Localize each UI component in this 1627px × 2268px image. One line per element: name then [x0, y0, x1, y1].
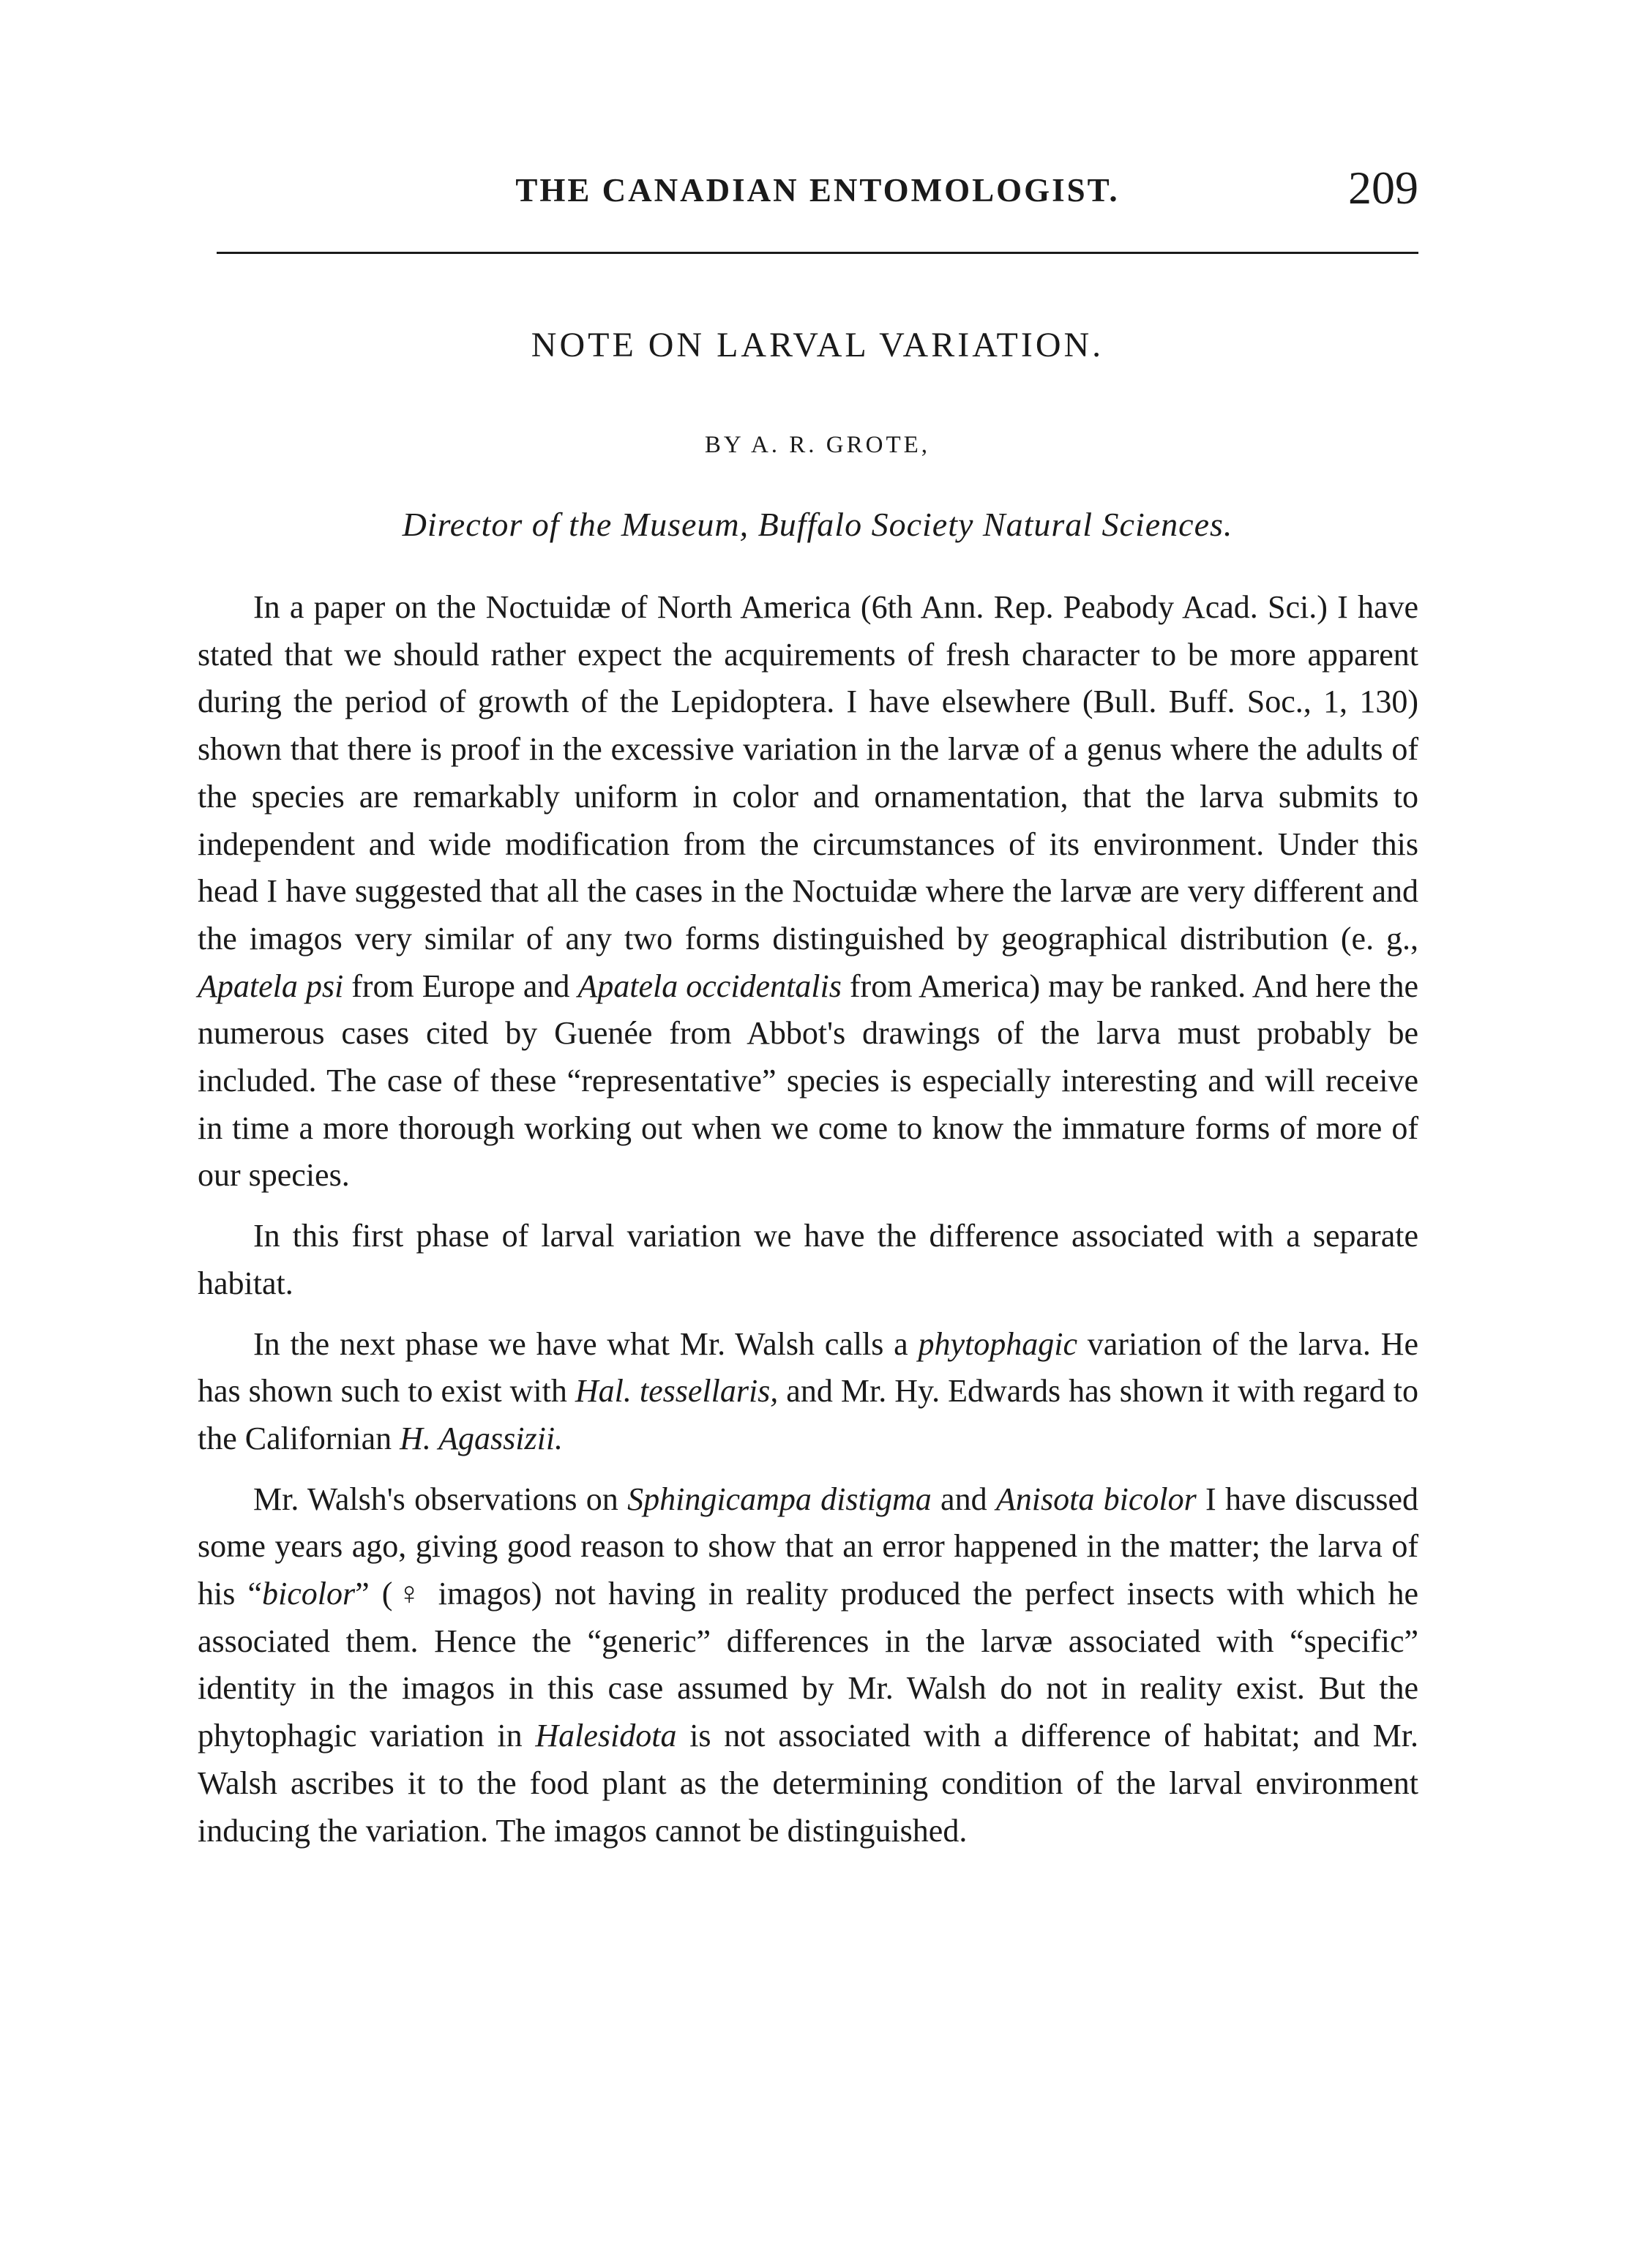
paragraph-1	[198, 584, 1418, 1200]
header-rule	[217, 252, 1418, 254]
author-affiliation: Director of the Museum, Buffalo Society Natural Sciences.	[402, 506, 1233, 543]
species-name: Apatela occidentalis	[577, 968, 842, 1004]
text-run: In this first phase of larval variation we have the difference associated with a separate habitat.	[198, 1218, 1418, 1301]
paragraph-3	[198, 1321, 1418, 1463]
text-run: Mr. Walsh's observations on	[253, 1481, 628, 1517]
page-number: 209	[1348, 162, 1418, 214]
article-body	[198, 584, 1418, 1855]
text-run: is not associated with a difference of habitat; and Mr. Walsh ascribes it to the food plant as the determining condition of the larval environment inducing the variation. The imagos cannot be distinguished.	[198, 1718, 1418, 1849]
article-title: NOTE ON LARVAL VARIATION.	[531, 326, 1104, 364]
running-head	[217, 162, 1418, 224]
species-name: Sphingicampa distigma	[627, 1481, 932, 1517]
text-run: I have discussed some years ago, giving good reason to show that an error happened in the matter; the larva of his “	[198, 1481, 1418, 1612]
text-run: In a paper on the Noctuidæ of North America (6th Ann. Rep. Peabody Acad. Sci.) I have stated that we should rather expect the acquirements of fresh character to be more apparent during the period of growth of the Lepidoptera. I have elsewhere (Bull. Buff. Soc., 1, 130) shown that there is proof in the excessive variation in the larvæ of a genus where the adults of the species are remarkably uniform in color and ornamentation, that the larva submits to independent and wide modification from the circumstances of its environment. Under this head I have suggested that all the cases in the Noctuidæ where the larvæ are very different and the imagos very similar of any two forms distinguished by geographical distribution (e. g.,	[198, 589, 1418, 957]
text-run: from America) may be ranked. And here the numerous cases cited by Guenée from Abbot's drawings of the larva must probably be included. The case of these “representative” species is especially interesting and will receive in time a more thorough working out when we come to know the immature forms of more of our species.	[198, 968, 1418, 1194]
text-run: and Mr. Hy. Edwards has shown it with regard to the Californian	[198, 1373, 1418, 1456]
text-run: and	[931, 1481, 996, 1517]
paragraph-4	[198, 1476, 1418, 1855]
species-name: Hal. tessellaris,	[575, 1373, 779, 1410]
text-run: ” (♀ imagos) not having in reality produced the perfect insects with which he associated them. Hence the “generic” differences in the larvæ associated with “specific” identity in the imagos in this case assumed by Mr. Walsh do not in reality exist. But the phytophagic variation in	[198, 1576, 1418, 1754]
species-name: Apatela psi	[198, 968, 344, 1004]
text-run: variation of the larva. He has shown such to exist with	[198, 1325, 1418, 1410]
species-name: Anisota bicolor	[995, 1481, 1197, 1517]
term-italic: phytophagic	[918, 1325, 1078, 1362]
article-byline: BY A. R. GROTE,	[704, 432, 931, 458]
running-title: THE CANADIAN ENTOMOLOGIST.	[515, 172, 1120, 209]
species-name: bicolor	[262, 1576, 356, 1612]
paragraph-2	[198, 1213, 1418, 1307]
species-name: H. Agassizii.	[400, 1420, 564, 1456]
genus-name: Halesidota	[535, 1718, 677, 1754]
text-run: In the next phase we have what Mr. Walsh calls a	[253, 1325, 919, 1362]
text-run: from Europe and	[343, 968, 578, 1004]
